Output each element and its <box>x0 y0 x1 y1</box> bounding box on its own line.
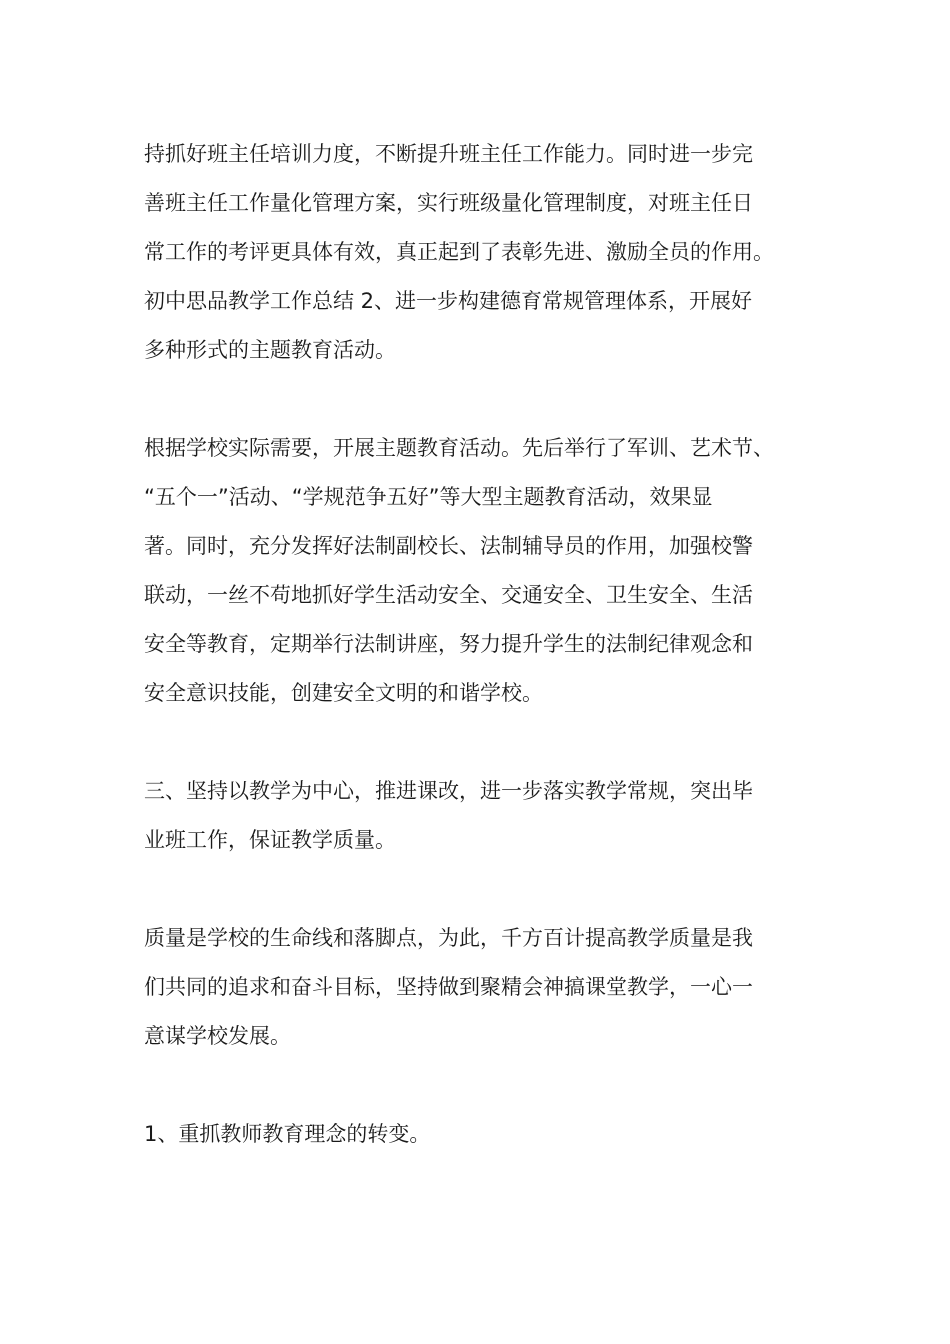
paragraph-3 <box>144 914 824 1061</box>
text-line: 初中思品教学工作总结 2、进一步构建德育常规管理体系，开展好 <box>144 289 753 313</box>
paragraph-2 <box>144 424 824 718</box>
text-line: 善班主任工作量化管理方案，实行班级量化管理制度，对班主任日 <box>144 191 753 215</box>
document-body <box>144 130 824 1208</box>
text-line: 质量是学校的生命线和落脚点，为此，千方百计提高教学质量是我 <box>144 926 753 950</box>
text-line: 三、坚持以教学为中心，推进课改，进一步落实教学常规，突出毕 <box>144 779 753 803</box>
subsection-heading <box>144 1110 824 1159</box>
section-heading <box>144 767 824 865</box>
text-line: 业班工作，保证教学质量。 <box>144 828 396 852</box>
text-line: 著。同时，充分发挥好法制副校长、法制辅导员的作用，加强校警 <box>144 534 753 558</box>
text-line: 们共同的追求和奋斗目标，坚持做到聚精会神搞课堂教学，一心一 <box>144 975 753 999</box>
text-line: 意谋学校发展。 <box>144 1024 291 1048</box>
paragraph-1 <box>144 130 824 375</box>
text-line: 安全等教育，定期举行法制讲座，努力提升学生的法制纪律观念和 <box>144 632 753 656</box>
text-line: 安全意识技能，创建安全文明的和谐学校。 <box>144 681 543 705</box>
text-line: “五个一”活动、“学规范争五好”等大型主题教育活动，效果显 <box>144 485 713 509</box>
text-line: 常工作的考评更具体有效，真正起到了表彰先进、激励全员的作用。 <box>144 240 774 264</box>
text-line: 1、重抓教师教育理念的转变。 <box>144 1122 431 1146</box>
text-line: 多种形式的主题教育活动。 <box>144 338 396 362</box>
text-line: 持抓好班主任培训力度，不断提升班主任工作能力。同时进一步完 <box>144 142 753 166</box>
text-line: 联动，一丝不苟地抓好学生活动安全、交通安全、卫生安全、生活 <box>144 583 753 607</box>
text-line: 根据学校实际需要，开展主题教育活动。先后举行了军训、艺术节、 <box>144 436 774 460</box>
